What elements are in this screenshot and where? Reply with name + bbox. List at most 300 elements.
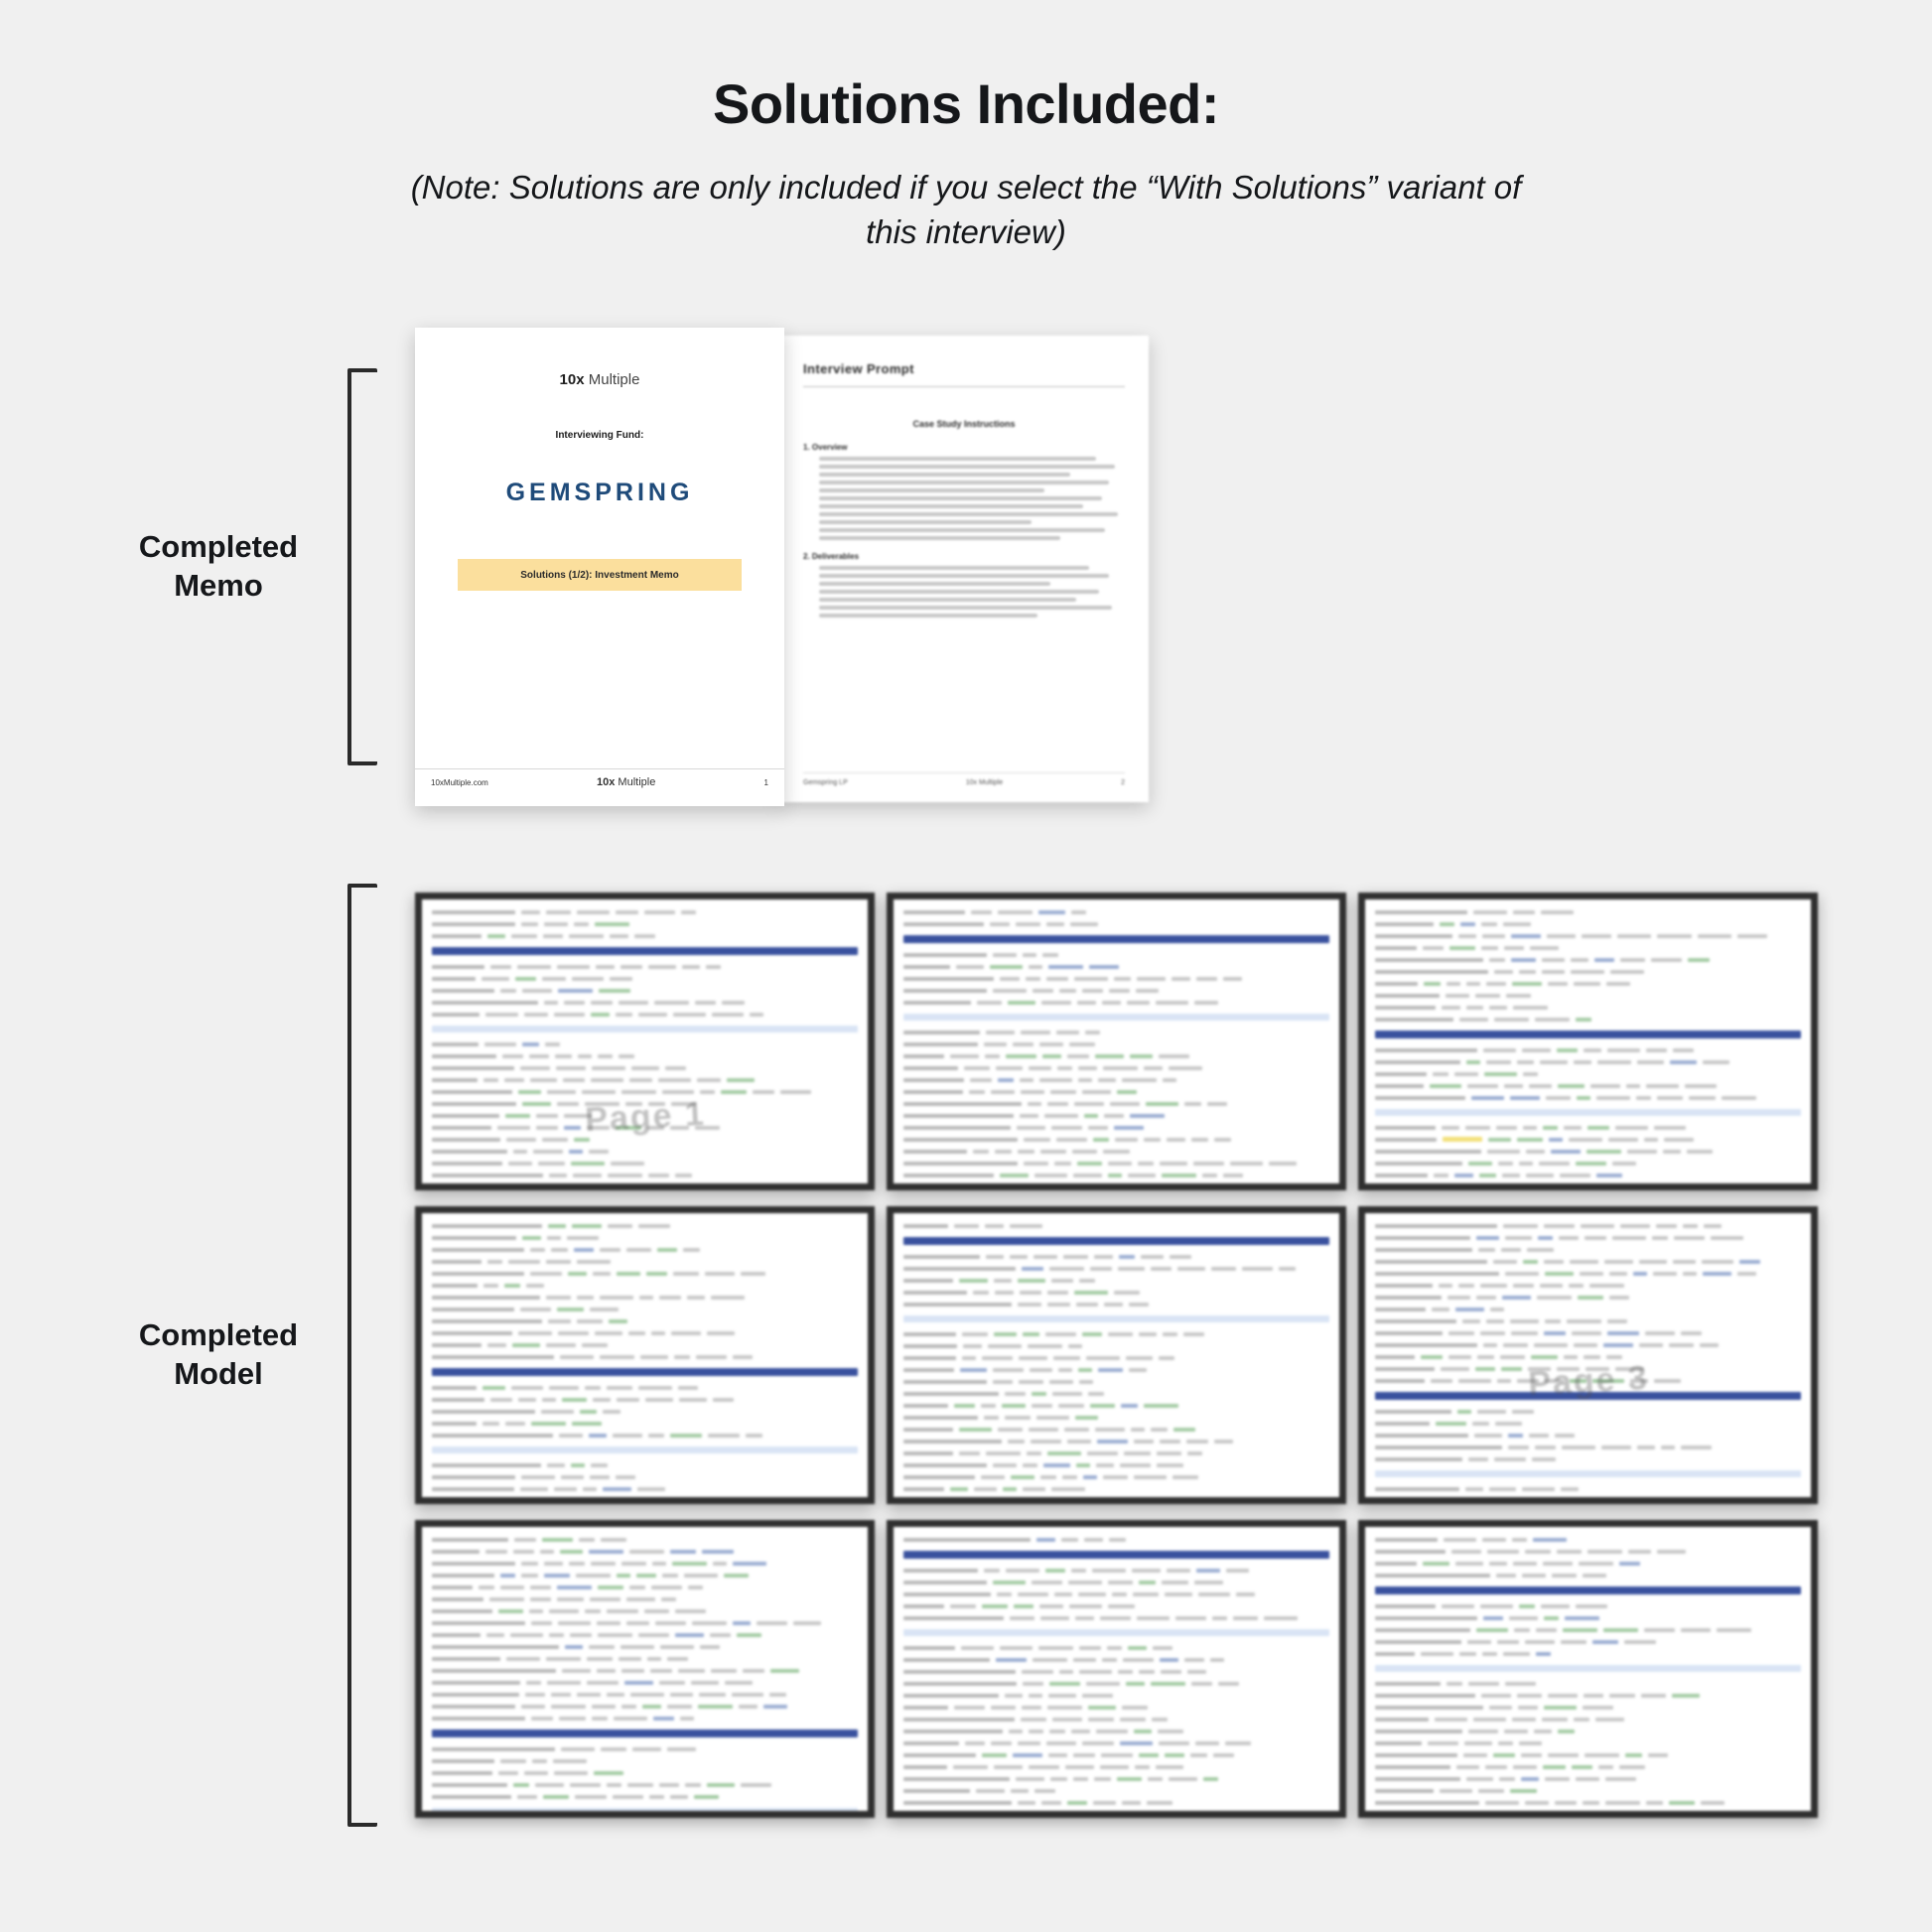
sheet-row (1375, 1182, 1801, 1190)
sheet-cell (1123, 1658, 1154, 1662)
sheet-cell (1041, 1801, 1061, 1805)
sheet-cell (1040, 1150, 1066, 1154)
sheet-cell (1158, 1729, 1183, 1733)
sheet-cell (985, 1054, 1000, 1058)
sheet-cell (1078, 1368, 1092, 1372)
sheet-cell (1226, 1569, 1249, 1573)
sheet-row-label (432, 910, 515, 914)
model-sheet-4[interactable] (415, 1206, 875, 1504)
sheet-row (1375, 991, 1801, 1000)
sheet-cell (1737, 934, 1767, 938)
sheet-cell (1510, 1789, 1537, 1793)
sheet-cell (1700, 1343, 1719, 1347)
sheet-cell (1093, 1801, 1116, 1805)
sheet-cell (1483, 1616, 1503, 1620)
sheet-cell (1519, 970, 1536, 974)
sheet-cell (1548, 1753, 1579, 1757)
sheet-cell (691, 1681, 719, 1685)
sheet-cell (1683, 1224, 1698, 1228)
sheet-cell (746, 1434, 762, 1438)
sheet-row (432, 1171, 858, 1179)
sheet-cell (1023, 953, 1036, 957)
sheet-cell (600, 1248, 621, 1252)
sheet-cell (644, 1609, 669, 1613)
sheet-cell (1029, 1428, 1058, 1432)
sheet-cell (1525, 1550, 1551, 1554)
sheet-cell (1073, 1658, 1096, 1662)
sheet-cell (672, 1562, 707, 1566)
sheet-row-label (1375, 1813, 1442, 1817)
sheet-cell (656, 1499, 687, 1503)
sheet-cell (1645, 1331, 1675, 1335)
sheet-cell (959, 1428, 992, 1432)
completed-memo-label-line2: Memo (174, 568, 263, 603)
sheet-cell (711, 1296, 745, 1300)
sheet-row-label (1375, 1331, 1443, 1335)
sheet-row (1375, 1679, 1801, 1688)
sheet-cell (1534, 1729, 1552, 1733)
sheet-cell (1002, 1404, 1026, 1408)
memo-prompt-text-line (819, 512, 1118, 516)
sheet-row-label (432, 1090, 512, 1094)
page-title: Solutions Included: (712, 72, 1220, 135)
sheet-cell (520, 1066, 550, 1070)
sheet-row-label (903, 1392, 999, 1396)
sheet-cell (1022, 1267, 1043, 1271)
sheet-cell (653, 1717, 674, 1721)
sheet-cell (1436, 1422, 1466, 1426)
model-sheet-8[interactable] (887, 1520, 1346, 1818)
sheet-cell (959, 1279, 988, 1283)
sheet-cell (1489, 1706, 1512, 1710)
sheet-cell (1120, 1463, 1151, 1467)
sheet-cell (619, 1054, 634, 1058)
sheet-row-label (432, 1138, 500, 1142)
sheet-cell (1497, 1640, 1519, 1644)
sheet-cell (1020, 1291, 1041, 1295)
sheet-header-band (1375, 1587, 1801, 1594)
sheet-row-label (432, 1487, 514, 1491)
sheet-cell (557, 1102, 579, 1106)
sheet-cell (603, 1410, 621, 1414)
sheet-cell (1532, 1457, 1556, 1461)
sheet-cell (569, 934, 604, 938)
sheet-row-label (903, 910, 965, 914)
sheet-row (1375, 1496, 1801, 1504)
sheet-row (432, 1484, 858, 1493)
sheet-row-label (903, 1789, 970, 1793)
sheet-cell (1169, 1066, 1202, 1070)
sheet-cell (1049, 1267, 1084, 1271)
sheet-cell (558, 1621, 591, 1625)
sheet-cell (1545, 1499, 1563, 1503)
sheet-cell (695, 1001, 716, 1005)
sheet-cell (963, 1344, 982, 1348)
sheet-cell (594, 1185, 620, 1189)
sheet-cell (567, 1236, 599, 1240)
sheet-row (432, 1792, 858, 1801)
sheet-cell (1211, 1267, 1236, 1271)
sheet-cell (1543, 1126, 1558, 1130)
sheet-cell (1505, 1272, 1539, 1276)
sheet-cell (1236, 1592, 1255, 1596)
sheet-cell (521, 1475, 555, 1479)
sheet-cell (1481, 1694, 1511, 1698)
sheet-cell (1156, 1765, 1183, 1769)
sheet-cell (1561, 1487, 1579, 1491)
sheet-row (432, 907, 858, 916)
sheet-cell (662, 1574, 678, 1578)
sheet-cell (976, 1789, 1005, 1793)
sheet-cell (547, 1463, 565, 1467)
sheet-row (903, 1111, 1329, 1120)
sheet-cell (1731, 1499, 1756, 1503)
sheet-cell (693, 1499, 707, 1503)
sheet-cell (483, 1422, 499, 1426)
sheet-cell (1187, 1499, 1217, 1503)
sheet-cell (1279, 1267, 1296, 1271)
sheet-cell (1018, 1279, 1045, 1283)
sheet-row-label (1375, 1224, 1497, 1228)
model-sheet-2[interactable] (887, 893, 1346, 1190)
sheet-cell (1482, 934, 1505, 938)
sheet-cell (1448, 1813, 1473, 1817)
sheet-cell (1108, 1604, 1135, 1608)
sheet-row (432, 1714, 858, 1723)
sheet-cell (607, 1386, 632, 1390)
sheet-cell (1504, 1729, 1528, 1733)
sheet-header-band (432, 1729, 858, 1737)
sheet-cell (1003, 1487, 1017, 1491)
sheet-row-label (1375, 1652, 1415, 1656)
sheet-cell (1008, 1001, 1035, 1005)
sheet-row (432, 1559, 858, 1568)
sheet-row (432, 1269, 858, 1278)
sheet-row (903, 1252, 1329, 1261)
sheet-cell (1487, 1150, 1520, 1154)
sheet-row (1375, 1419, 1801, 1428)
sheet-cell (1151, 1428, 1168, 1432)
sheet-row-label (432, 1669, 556, 1673)
sheet-cell (1525, 1640, 1555, 1644)
memo-bracket (347, 368, 377, 765)
sheet-row-label (903, 1138, 1018, 1142)
sheet-row-label (903, 1185, 1002, 1189)
sheet-cell (631, 1066, 659, 1070)
sheet-cell (1519, 1741, 1542, 1745)
memo-footer-page-number: 1 (763, 777, 768, 787)
sheet-cell (1569, 1284, 1584, 1288)
sheet-cell (1637, 1446, 1655, 1449)
sheet-cell (502, 1054, 523, 1058)
memo-prompt-title: Interview Prompt (803, 361, 914, 376)
sheet-row (1375, 1715, 1801, 1724)
sheet-row (903, 1667, 1329, 1676)
sheet-cell (601, 1747, 626, 1751)
sheet-cell (737, 1633, 761, 1637)
sheet-row-label (903, 1604, 944, 1608)
sheet-row (903, 1589, 1329, 1598)
sheet-row (1375, 1135, 1801, 1144)
memo-cover-fund-name: GEMSPRING (505, 479, 694, 506)
sheet-cell (1451, 1550, 1481, 1554)
model-sheet-9[interactable] (1358, 1520, 1818, 1818)
sheet-cell (698, 1705, 733, 1709)
sheet-row (432, 1642, 858, 1651)
sheet-cell (1489, 1562, 1507, 1566)
sheet-cell (1542, 958, 1565, 962)
sheet-cell (973, 1150, 989, 1154)
sheet-cell (988, 1344, 1022, 1348)
sheet-cell (500, 1586, 524, 1589)
sheet-cell (1612, 1162, 1636, 1166)
sheet-cell (986, 1255, 1004, 1259)
sheet-cell (617, 1574, 630, 1578)
sheet-cell (681, 910, 696, 914)
sheet-cell (699, 1693, 726, 1697)
model-sheet-1[interactable] (415, 893, 875, 1190)
model-sheet-3[interactable] (1358, 893, 1818, 1190)
sheet-row (432, 1666, 858, 1675)
sheet-cell (1514, 1628, 1530, 1632)
sheet-cell (1541, 910, 1574, 914)
sheet-cell (557, 1308, 584, 1311)
sheet-cell (1152, 1718, 1168, 1722)
sheet-cell (585, 1386, 601, 1390)
sheet-cell (1605, 1801, 1640, 1805)
sheet-cell (547, 1236, 561, 1240)
sheet-cell (1465, 1126, 1490, 1130)
sheet-cell (1159, 1054, 1189, 1058)
model-sheet-5[interactable] (887, 1206, 1346, 1504)
sheet-cell (1112, 1592, 1127, 1596)
sheet-row (1375, 1221, 1801, 1230)
sheet-cell (1535, 1446, 1556, 1449)
sheet-cell (1545, 1272, 1574, 1276)
memo-cover-page[interactable] (415, 328, 784, 806)
sheet-cell (1579, 1562, 1613, 1566)
sheet-cell (1592, 1640, 1618, 1644)
sheet-cell (621, 1705, 636, 1709)
sheet-cell (1440, 1789, 1472, 1793)
sheet-row (432, 1571, 858, 1580)
model-sheet-6[interactable] (1358, 1206, 1818, 1504)
completed-model-label (89, 1316, 347, 1394)
sheet-cell (1021, 1090, 1044, 1094)
sheet-cell (544, 1574, 570, 1578)
sheet-cell (990, 965, 1023, 969)
sheet-cell (1090, 1404, 1115, 1408)
sheet-cell (961, 1646, 994, 1650)
sheet-row-label (903, 1475, 975, 1479)
sheet-cell (549, 1173, 567, 1177)
memo-brand-logo (415, 371, 784, 388)
sheet-row (432, 1702, 858, 1711)
sheet-cell (621, 1562, 646, 1566)
sheet-row-label (432, 1562, 515, 1566)
sheet-row-label (1375, 1096, 1465, 1100)
sheet-cell (1545, 1777, 1570, 1781)
sheet-cell (1076, 1303, 1098, 1307)
sheet-cell (598, 1633, 632, 1637)
sheet-row (903, 1300, 1329, 1309)
sheet-cell (998, 1078, 1014, 1082)
sheet-cell (733, 1562, 766, 1566)
sheet-row-label (1375, 1084, 1424, 1088)
sheet-cell (1056, 1138, 1087, 1142)
sheet-row (432, 1407, 858, 1416)
sheet-cell (1006, 1569, 1039, 1573)
sheet-cell (544, 922, 568, 926)
sheet-cell (1505, 1236, 1532, 1240)
sheet-cell (733, 1621, 751, 1625)
sheet-cell (986, 1451, 1021, 1455)
sheet-cell (508, 1260, 540, 1264)
sheet-row-label (903, 1150, 967, 1154)
sheet-cell (1531, 1355, 1558, 1359)
sheet-row-label (1375, 1006, 1436, 1010)
sheet-cell (506, 1657, 540, 1661)
sheet-cell (1073, 1173, 1102, 1177)
sheet-cell (1057, 1066, 1072, 1070)
sheet-cell (793, 1621, 821, 1625)
sheet-subheader-band (903, 1014, 1329, 1021)
sheet-row-label (1375, 1248, 1472, 1252)
sheet-cell (1576, 1777, 1599, 1781)
sheet-cell (680, 1717, 694, 1721)
sheet-cell (1167, 1138, 1185, 1142)
sheet-cell (561, 1747, 595, 1751)
sheet-row-label (432, 1001, 538, 1005)
sheet-cell (682, 965, 700, 969)
sheet-row-label (432, 1410, 535, 1414)
sheet-cell (1000, 1646, 1033, 1650)
sheet-cell (1109, 1538, 1126, 1542)
sheet-row-label (903, 989, 987, 993)
sheet-cell (1058, 1368, 1072, 1372)
sheet-cell (1441, 1367, 1469, 1371)
sheet-cell (603, 1487, 631, 1491)
sheet-cell (1467, 1084, 1498, 1088)
sheet-row-label (1375, 1284, 1433, 1288)
sheet-cell (1023, 1463, 1037, 1467)
sheet-cell (1612, 1236, 1646, 1240)
sheet-row-label (1375, 1706, 1483, 1710)
sheet-cell (1141, 1255, 1164, 1259)
sheet-cell (651, 1331, 665, 1335)
sheet-cell (1069, 1042, 1095, 1046)
sheet-row-label (432, 1224, 542, 1228)
sheet-cell (1058, 1404, 1084, 1408)
sheet-cell (1005, 1392, 1026, 1396)
sheet-row (432, 1340, 858, 1349)
sheet-cell (545, 1042, 560, 1046)
sheet-cell (1159, 1356, 1174, 1360)
sheet-cell (1198, 1592, 1230, 1596)
sheet-cell (1503, 1224, 1538, 1228)
sheet-cell (1139, 1332, 1157, 1336)
sheet-cell (1488, 1138, 1511, 1142)
sheet-cell (544, 1001, 558, 1005)
sheet-cell (521, 1574, 538, 1578)
sheet-cell (720, 1185, 746, 1189)
sheet-cell (1223, 1173, 1243, 1177)
sheet-cell (500, 1574, 515, 1578)
memo-prompt-footer (803, 772, 1125, 786)
sheet-row (432, 1233, 858, 1242)
sheet-cell (1088, 1126, 1108, 1130)
sheet-cell (500, 1759, 526, 1763)
sheet-cell (1657, 1499, 1692, 1503)
sheet-row-label (1375, 958, 1483, 962)
sheet-cell (1009, 1729, 1023, 1733)
sheet-cell (1605, 1777, 1636, 1781)
sheet-cell (498, 1609, 523, 1613)
sheet-cell (509, 1499, 538, 1503)
sheet-cell (1594, 958, 1614, 962)
sheet-cell (1134, 1475, 1167, 1479)
sheet-cell (1184, 1658, 1204, 1662)
sheet-row-label (1375, 1138, 1437, 1142)
sheet-cell (1165, 1592, 1192, 1596)
sheet-cell (660, 1185, 687, 1189)
sheet-row (1375, 979, 1801, 988)
sheet-row-label (1375, 1072, 1427, 1076)
sheet-cell (982, 1356, 1013, 1360)
sheet-cell (546, 1657, 581, 1661)
sheet-cell (1562, 1446, 1595, 1449)
sheet-cell (1506, 1813, 1525, 1817)
sheet-cell (984, 1569, 1000, 1573)
sheet-cell (626, 1621, 649, 1625)
sheet-cell (1521, 1777, 1539, 1781)
sheet-cell (1008, 1185, 1026, 1189)
sheet-cell (1454, 1072, 1478, 1076)
sheet-cell (1508, 1434, 1523, 1438)
sheet-row (1375, 1171, 1801, 1179)
sheet-cell (1048, 965, 1083, 969)
memo-prompt-page[interactable] (779, 336, 1149, 802)
sheet-row-label (432, 1054, 496, 1058)
sheet-cell (1027, 1451, 1041, 1455)
sheet-cell (707, 1783, 735, 1787)
sheet-cell (1576, 1018, 1591, 1022)
sheet-row-label (1375, 1562, 1417, 1566)
memo-prompt-text-line (819, 536, 1060, 540)
sheet-cell (1597, 1060, 1631, 1064)
model-sheet-7[interactable] (415, 1520, 875, 1818)
sheet-cell (1518, 1706, 1538, 1710)
sheet-cell (1135, 1765, 1150, 1769)
sheet-row-label (432, 1538, 508, 1542)
sheet-cell (1481, 922, 1497, 926)
sheet-row-label (1375, 1741, 1422, 1745)
sheet-cell (1070, 922, 1098, 926)
sheet-cell (600, 1499, 614, 1503)
sheet-row-label (1375, 934, 1452, 938)
sheet-cell (582, 1343, 608, 1347)
sheet-row (432, 1087, 858, 1096)
sheet-cell (1018, 1592, 1048, 1596)
sheet-row-label (903, 1126, 1011, 1130)
sheet-cell (1087, 1451, 1118, 1455)
sheet-cell (1628, 1550, 1651, 1554)
sheet-cell (1545, 1319, 1561, 1323)
sheet-row-label (432, 1260, 482, 1264)
sheet-cell (558, 1331, 589, 1335)
sheet-cell (1619, 1765, 1645, 1769)
sheet-row-label (903, 1291, 967, 1295)
